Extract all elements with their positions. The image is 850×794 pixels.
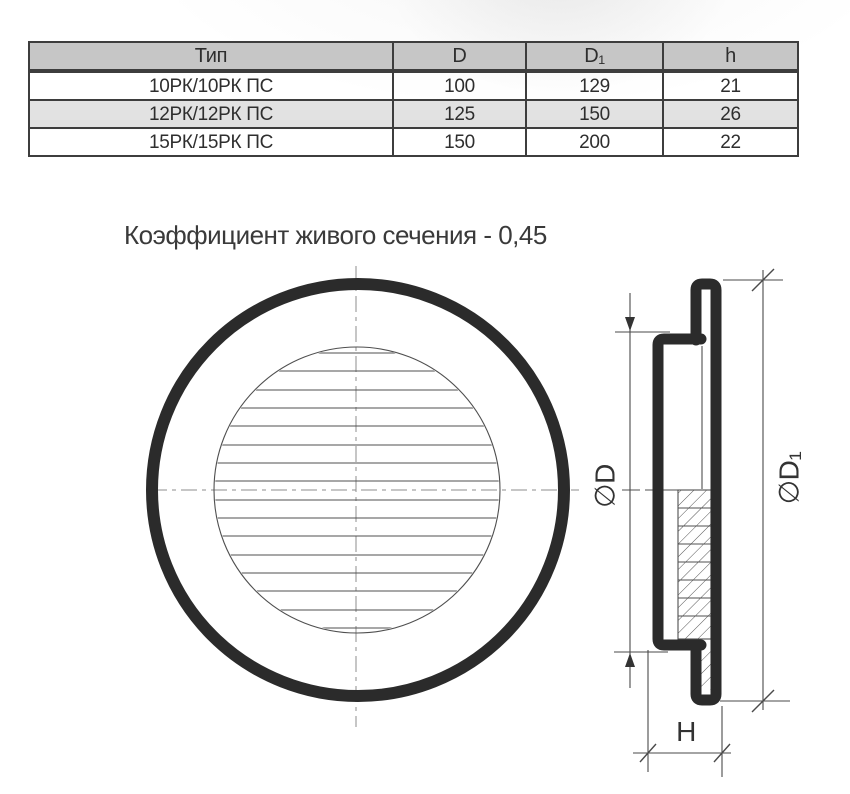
table-row <box>29 128 798 156</box>
spec-table <box>28 41 799 157</box>
dim-label-h: H <box>676 716 696 747</box>
col-header-type: Тип <box>29 42 393 71</box>
cell-d: 125 <box>393 100 526 128</box>
table-row <box>29 71 798 100</box>
front-view <box>151 266 579 727</box>
cell-d1: 129 <box>526 71 663 100</box>
d-arrow-bottom <box>625 653 635 667</box>
side-view <box>622 284 716 700</box>
cell-type: 15РК/15РК ПС <box>29 128 393 156</box>
table-header-row <box>29 42 798 71</box>
section-coefficient-caption: Коэффициент живого сечения - 0,45 <box>124 220 547 250</box>
cell-h: 21 <box>663 71 798 100</box>
cell-type: 10РК/10РК ПС <box>29 71 393 100</box>
hatch-section-lower <box>702 645 712 690</box>
col-header-d: D <box>393 42 526 71</box>
col-header-h: h <box>663 42 798 71</box>
cell-d: 100 <box>393 71 526 100</box>
dim-label-d1: ∅D₁ <box>773 451 805 505</box>
d-arrow-top <box>625 317 635 331</box>
cell-h: 26 <box>663 100 798 128</box>
table-row <box>29 100 798 128</box>
cell-d1: 150 <box>526 100 663 128</box>
col-header-d1: D₁ <box>526 42 663 71</box>
cell-type: 12РК/12РК ПС <box>29 100 393 128</box>
dim-label-d: ∅D <box>589 464 621 508</box>
cell-d1: 200 <box>526 128 663 156</box>
cell-d: 150 <box>393 128 526 156</box>
hatch-section <box>678 490 711 639</box>
cell-h: 22 <box>663 128 798 156</box>
